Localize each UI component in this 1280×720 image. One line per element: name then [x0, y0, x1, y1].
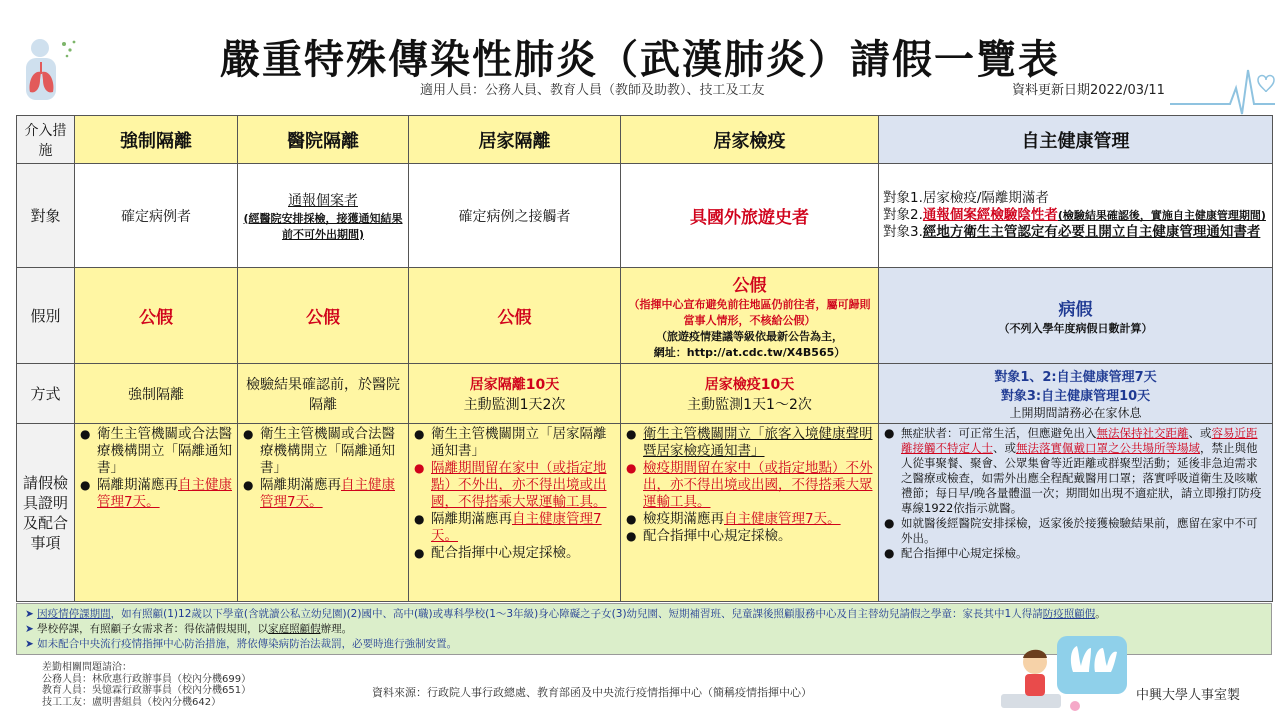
- docs-row: [17, 424, 1273, 602]
- method-home-quarantine: [621, 364, 879, 424]
- list-item: ● 檢疫期間留在家中（或指定地點）不外出，亦不得出境或出國，不得搭乘大眾運輸工具。: [643, 460, 874, 511]
- docs-hospital: [238, 424, 409, 602]
- target-group-1: 對象1.居家檢疫/隔離期滿者: [883, 190, 1049, 206]
- list-item: ● 配合指揮中心規定採檢。: [431, 545, 616, 562]
- update-date: 資料更新日期2022/03/11: [1012, 83, 1165, 98]
- leave-hospital: 公假: [238, 268, 409, 364]
- method-self-1: 對象1、2:自主健康管理7天: [994, 370, 1157, 385]
- target-hospital-main: 通報個案者: [288, 192, 358, 209]
- leave-home-isolation: 公假: [409, 268, 621, 364]
- list-item: ● 配合指揮中心規定採檢。: [901, 546, 1268, 561]
- corner-cell: 介入措施: [17, 116, 75, 164]
- method-isolation-sub: 主動監測1天2次: [463, 396, 566, 413]
- leave-table: [16, 115, 1273, 602]
- target-home-quarantine: 具國外旅遊史者: [621, 164, 879, 268]
- leave-self-health-main: 病假: [1058, 300, 1093, 320]
- list-item: ● 隔離期滿應再自主健康管理7天。: [260, 477, 404, 511]
- target-group-3: 對象3.經地方衛生主管認定有必要且開立自主健康管理通知書者: [883, 224, 1261, 240]
- note-1: ➤ 因疫情停課期間，如有照顧(1)12歲以下學童(含就讀公私立幼兒園)(2)國中、高中(職)或專科學校(1～3年級)身心障礙之子女(3)幼兒園、短期補習班、兒童課後照顧服務中心及自主替幼兒請假之學童：家長其中1人得請防疫照顧假。: [25, 607, 1263, 622]
- leave-quarantine-url: 網址：http://at.cdc.tw/X4B565）: [653, 346, 846, 359]
- header-forced-isolation: 強制隔離: [75, 116, 238, 164]
- list-item: ● 衛生主管機關或合法醫療機構開立「隔離通知書」: [97, 426, 233, 477]
- method-self-health: [879, 364, 1273, 424]
- contact-info: [42, 662, 251, 708]
- list-item: ● 隔離期間留在家中（或指定地點）不外出，亦不得出境或出國，不得搭乘大眾運輸工具。: [431, 460, 616, 511]
- target-forced: 確定病例者: [75, 164, 238, 268]
- docs-home-quarantine: [621, 424, 879, 602]
- target-hospital: [238, 164, 409, 268]
- list-item: ● 衛生主管機關或合法醫療機構開立「隔離通知書」: [260, 426, 404, 477]
- method-quarantine-sub: 主動監測1天1～2次: [687, 396, 812, 413]
- method-self-2: 對象3:自主健康管理10天: [1000, 389, 1151, 404]
- header-home-quarantine: 居家檢疫: [621, 116, 879, 164]
- docs-self-health: [879, 424, 1273, 602]
- method-forced: 強制隔離: [75, 364, 238, 424]
- method-hospital: 檢驗結果確認前，於醫院隔離: [238, 364, 409, 424]
- leave-quarantine-note: （指揮中心宣布避免前往地區仍前往者，屬可歸則當事人情形，不核給公假）: [628, 298, 871, 327]
- leave-self-health: [879, 268, 1273, 364]
- target-self-health: [879, 164, 1273, 268]
- docs-label: 請假檢具證明及配合事項: [17, 424, 75, 602]
- leave-label: 假別: [17, 268, 75, 364]
- method-self-3: 上開期間請務必在家休息: [1009, 406, 1142, 420]
- header-hospital-isolation: 醫院隔離: [238, 116, 409, 164]
- subtitle: 適用人員：公務人員、教育人員（教師及助教）、技工及工友: [420, 83, 765, 98]
- leave-self-health-note: （不列入學年度病假日數計算）: [998, 322, 1153, 335]
- method-label: 方式: [17, 364, 75, 424]
- target-group-2: 對象2.通報個案經檢驗陰性者(檢驗結果確認後，實施自主健康管理期間): [883, 207, 1266, 223]
- leave-quarantine-note2: （旅遊疫情建議等級依最新公告為主，: [656, 330, 843, 343]
- list-item: ● 隔離期滿應再自主健康管理7天。: [431, 511, 616, 545]
- header-self-health: 自主健康管理: [879, 116, 1273, 164]
- method-row: [17, 364, 1273, 424]
- list-item: ● 無症狀者：可正常生活，但應避免出入無法保持社交距離、或容易近距離接觸不特定人士、或無法落實佩戴口罩之公共場所等場域，禁止與他人從事聚餐、聚會、公眾集會等近距離或群聚型活動；延後非急迫需求之醫療或檢查，如需外出應全程配戴醫用口罩；落實呼吸道衛生及咳嗽禮節；每日早/晚各量體溫一次；期間如出現不適症狀，請立即撥打防疫專線1922依指示就醫。: [901, 426, 1268, 516]
- target-row: [17, 164, 1273, 268]
- leave-row: [17, 268, 1273, 364]
- list-item: ● 衛生主管機關開立「居家隔離通知書」: [431, 426, 616, 460]
- list-item: ● 如就醫後經醫院安排採檢，返家後於接獲檢驗結果前，應留在家中不可外出。: [901, 516, 1268, 546]
- method-quarantine-main: 居家檢疫10天: [704, 376, 795, 393]
- method-home-isolation: [409, 364, 621, 424]
- organization-name: 中興大學人事室製: [1136, 688, 1241, 703]
- docs-home-isolation: [409, 424, 621, 602]
- contact-line: 教育人員：吳憶霖行政辦事員（校內分機651）: [42, 685, 252, 696]
- docs-forced: [75, 424, 238, 602]
- leave-quarantine-main: 公假: [732, 276, 767, 296]
- contact-heading: 差勤相關問題請洽：: [42, 662, 132, 673]
- note-2: ➤ 學校停課，有照顧子女需求者：得依請假規則，以家庭照顧假辦理。: [25, 622, 1263, 637]
- note-3: ➤ 如未配合中央流行疫情指揮中心防治措施，將依傳染病防治法裁罰，必要時進行強制安置。: [25, 637, 1263, 652]
- list-item: ● 衛生主管機關開立「旅客入境健康聲明暨居家檢疫通知書」: [643, 426, 874, 460]
- heartbeat-icon: [1170, 58, 1275, 118]
- page-title: 嚴重特殊傳染性肺炎（武漢肺炎）請假一覽表: [220, 37, 1060, 83]
- handwashing-illustration-icon: [995, 632, 1130, 720]
- leave-forced: 公假: [75, 268, 238, 364]
- list-item: ● 隔離期滿應再自主健康管理7天。: [97, 477, 233, 511]
- target-hospital-note: (經醫院安排採檢，接獲通知結果前不可外出期間): [243, 211, 403, 241]
- header-home-isolation: 居家隔離: [409, 116, 621, 164]
- leave-home-quarantine: [621, 268, 879, 364]
- source-note: 資料來源：行政院人事行政總處、教育部函及中央流行疫情指揮中心（簡稱疫情指揮中心）: [372, 686, 812, 699]
- contact-line: 公務人員：林欣惠行政辦事員（校內分機699）: [42, 673, 252, 685]
- list-item: ● 檢疫期滿應再自主健康管理7天。: [643, 511, 874, 528]
- target-home-isolation: 確定病例之接觸者: [409, 164, 621, 268]
- header-row: [17, 116, 1273, 164]
- method-isolation-main: 居家隔離10天: [469, 376, 560, 393]
- list-item: ● 配合指揮中心規定採檢。: [643, 528, 874, 545]
- contact-line: 技工工友：盧明書組員（校內分機642）: [42, 696, 222, 708]
- target-label: 對象: [17, 164, 75, 268]
